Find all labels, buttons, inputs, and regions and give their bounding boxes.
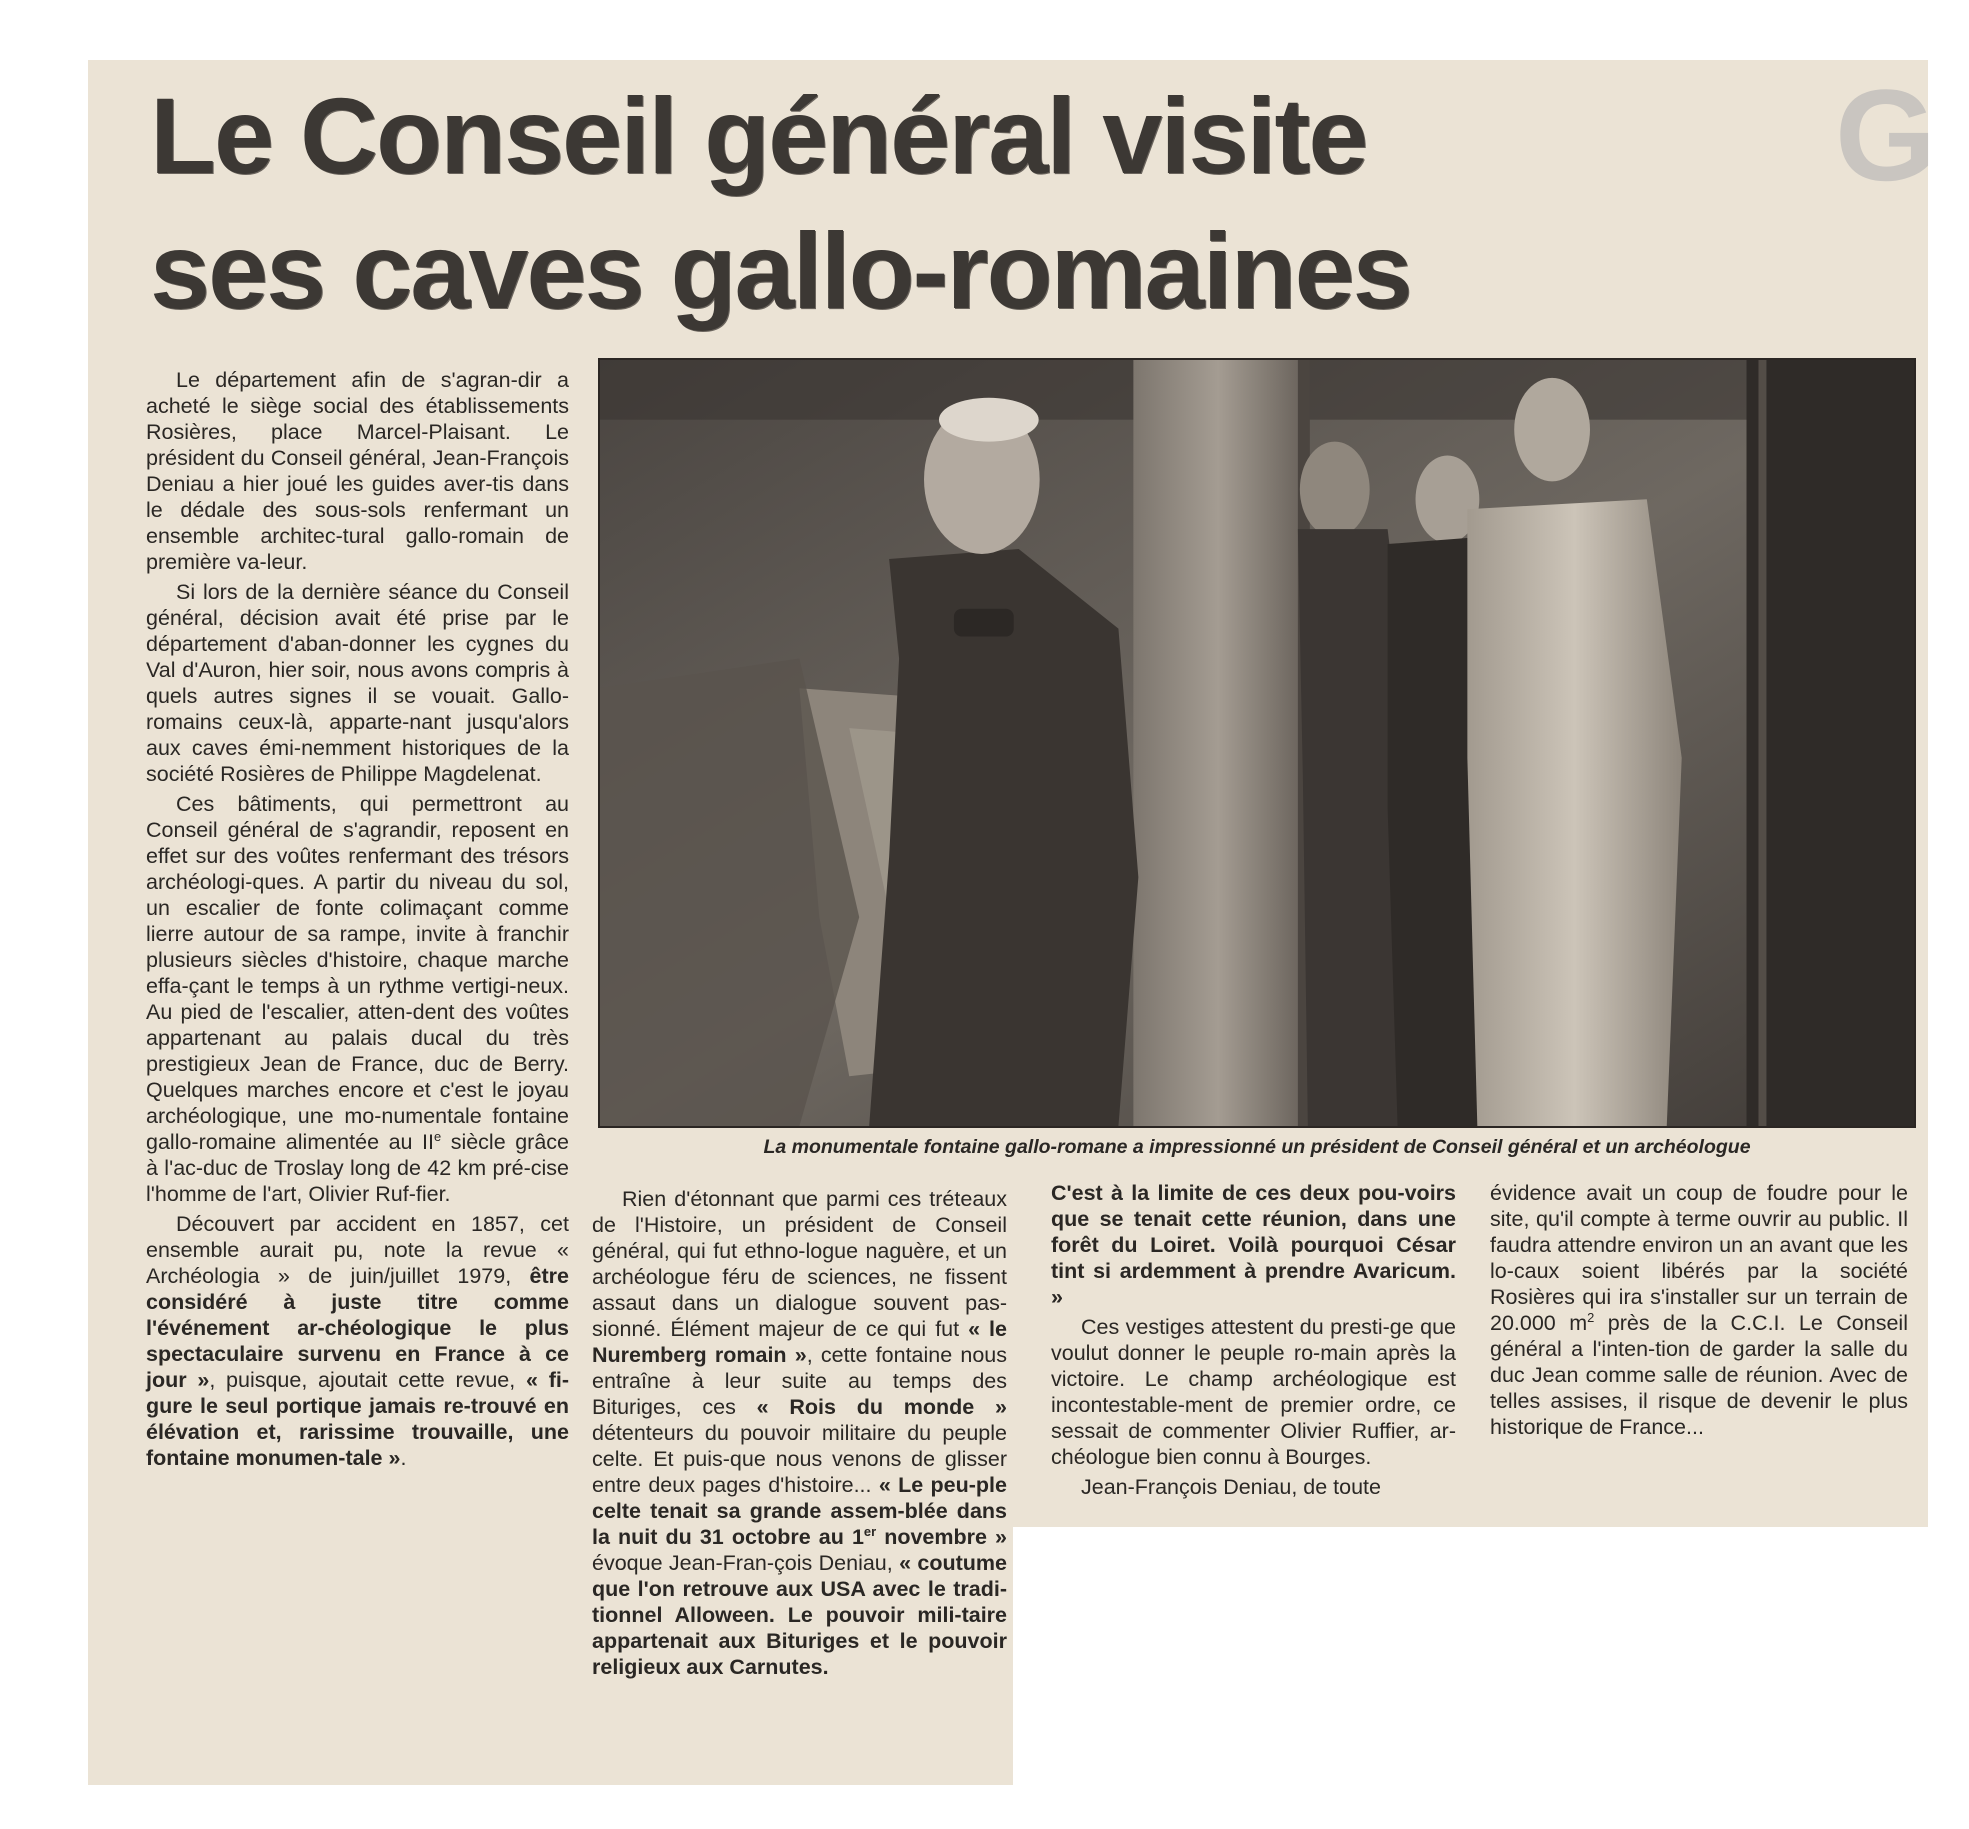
bold-quote: être considéré à juste titre comme l'événement ar-chéologique le plus spectaculaire survenu en France à ce jour »	[146, 1264, 569, 1392]
text: , puisque, ajoutait cette revue,	[209, 1368, 526, 1392]
text: Ces bâtiments, qui permettront au Conseil général de s'agrandir, reposent en effet sur des voûtes renfermant des trésors archéologi-ques. A partir du niveau du sol, un escalier de fonte colimaçant comme lierre autour de sa rampe, invite à franchir plusieurs siècles d'histoire, chaque marche effa-çant le temps à un rythme vertigi-neux. Au pied de l'escalier, atten-dent des voûtes appartenant au palais ducal du très prestigieux Jean de France, duc de Berry. Quelques marches encore et c'est le joyau archéologique, une mo-numentale fontaine gallo-romaine alimentée au II	[146, 792, 569, 1154]
paragraph	[146, 1211, 569, 1471]
article-column-2	[592, 1186, 1007, 1680]
text: détenteurs du pouvoir militaire du peuple celte. Et puis-que nous venons de glisser entre deux pages d'histoire...	[592, 1421, 1007, 1497]
superscript: 2	[1587, 1309, 1595, 1325]
paragraph	[592, 1186, 1007, 1680]
bold-quote: « fi-gure le seul portique jamais re-trouvé en élévation et, rarissime trouvaille, une fontaine monumen-tale »	[146, 1368, 569, 1470]
bold-quote: « Rois du monde »	[756, 1395, 1007, 1419]
article-column-1	[146, 367, 569, 1471]
superscript: e	[433, 1128, 442, 1144]
text: évoque Jean-Fran-çois Deniau,	[592, 1551, 900, 1575]
headline-line-1: Le Conseil général visite	[150, 75, 1367, 196]
paragraph: Jean-François Deniau, de toute	[1081, 1475, 1381, 1499]
headline	[150, 68, 1630, 338]
article-photo	[598, 358, 1916, 1128]
adjacent-article-fragment: G	[1835, 62, 1937, 208]
article-column-3	[1051, 1180, 1456, 1500]
bold-quote: novembre »	[876, 1525, 1007, 1549]
paragraph: Si lors de la dernière séance du Conseil général, décision avait été prise par le département d'aban-donner les cygnes du Val d'Auron, hier soir, nous avons compris à quels autres signes il se vouait. Gallo-romains ceux-là, apparte-nant jusqu'alors aux caves émi-nemment historiques de la société Rosières de Philippe Magdelenat.	[146, 580, 569, 786]
paragraph	[1490, 1180, 1908, 1440]
superscript: er	[863, 1523, 877, 1539]
headline-line-2: ses caves gallo-romaines	[150, 210, 1411, 331]
bold-quote: « Le peu-ple celte tenait sa grande assem-blée dans la nuit du 31 octobre au 1	[592, 1473, 1007, 1549]
bold-quote: « le Nuremberg romain »	[592, 1317, 1007, 1367]
text: Rien d'étonnant que parmi ces tréteaux de l'Histoire, un président de Conseil général, qui fut ethno-logue naguère, et un archéologue féru de sciences, ne fissent assaut dans un dialogue souvent pas-sionné. Élément majeur de ce qui fut	[592, 1187, 1007, 1341]
text: siècle grâce à l'ac-duc de Troslay long de 42 km pré-cise l'homme de l'art, Olivier Ruf-fier.	[146, 1130, 569, 1206]
text: , cette fontaine nous entraîne à leur suite au temps des Bituriges, ces	[592, 1343, 1008, 1419]
paragraph: C'est à la limite de ces deux pou-voirs que se tenait cette réunion, dans une forêt du Loiret. Voilà pourquoi César tint si ardemment à prendre Avaricum. »	[1051, 1181, 1456, 1309]
photo-illustration	[600, 360, 1914, 1126]
bold-quote: « coutume que l'on retrouve aux USA avec le tradi-tionnel Alloween. Le pouvoir mili-taire appartenait aux Bituriges et le pouvoir religieux aux Carnutes.	[592, 1551, 1007, 1679]
text: Découvert par accident en 1857, cet ensemble aurait pu, note la revue « Archéologia » de juin/juillet 1979,	[146, 1212, 569, 1288]
photo-caption: La monumentale fontaine gallo-romane a impressionné un président de Conseil général et un archéologue	[763, 1136, 1751, 1158]
article-column-4	[1490, 1180, 1908, 1440]
paragraph: Le département afin de s'agran-dir a acheté le siège social des établissements Rosières, place Marcel-Plaisant. Le président du Conseil général, Jean-François Deniau a hier joué les guides aver-tis dans le dédale des sous-sols renfermant un ensemble architec-tural gallo-romain de première va-leur.	[146, 368, 569, 574]
text: près de la C.C.I. Le Conseil général a l'inten-tion de garder la salle du duc Jean comme salle de réunion. Avec de telles assises, il risque de devenir le plus historique de France...	[1490, 1311, 1908, 1439]
paragraph: Ces vestiges attestent du presti-ge que voulut donner le peuple ro-main après la victoire. Le champ archéologique est incontestable-ment de premier ordre, ce sessait de commenter Olivier Ruffier, ar-chéologue bien connu à Bourges.	[1051, 1315, 1456, 1469]
text: évidence avait un coup de foudre pour le site, qu'il compte à terme ouvrir au public. Il faudra attendre environ un an avant que les lo-caux soient libérés par la société Rosières qui ira s'installer sur un terrain de 20.000 m	[1490, 1181, 1908, 1335]
paragraph	[146, 791, 569, 1207]
text: .	[400, 1446, 407, 1470]
